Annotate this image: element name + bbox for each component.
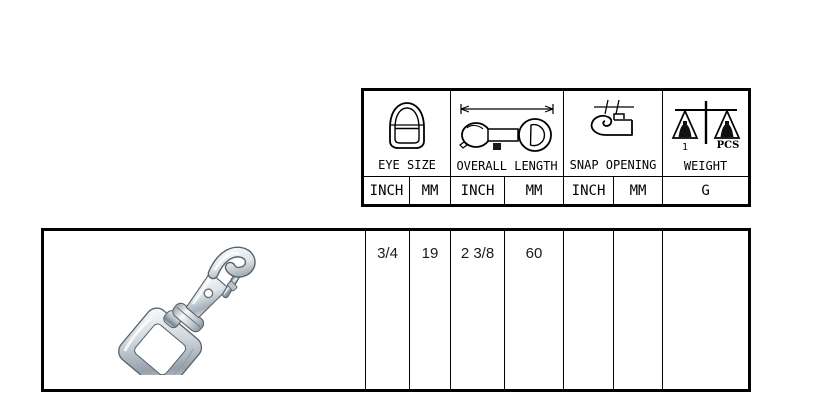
weight-header-cell [663,90,750,177]
unit-weight-g: G [663,177,750,206]
eye-size-icon [383,98,431,157]
overall-length-mm-value: 60 [505,230,564,391]
scale-left-pan-label: 1 [681,142,688,153]
snap-opening-icon [586,98,640,153]
unit-overall-length-mm: MM [505,177,564,206]
unit-eye-size-mm: MM [410,177,451,206]
weight-label: WEIGHT [683,159,728,173]
overall-length-header-cell [451,90,564,177]
weight-scale-icon [668,98,744,159]
unit-snap-opening-mm: MM [614,177,663,206]
eye-size-inch-value: 3/4 [366,230,410,391]
overall-length-label: OVERALL LENGTH [456,159,558,173]
scale-right-pan-label: PCS [716,140,739,151]
spec-header-table [361,88,751,207]
header-unit-row [363,177,750,206]
product-data-table [41,228,751,392]
snap-opening-header-cell [564,90,663,177]
eye-size-header-cell [363,90,451,177]
unit-eye-size-inch: INCH [363,177,410,206]
snap-opening-mm-value [614,230,663,391]
eye-size-label: EYE SIZE [378,158,436,172]
weight-g-value [663,230,750,391]
overall-length-inch-value: 2 3/8 [451,230,505,391]
product-row [43,230,750,391]
eye-size-mm-value: 19 [410,230,451,391]
product-image-cell [43,230,366,391]
overall-length-icon [455,98,559,159]
snap-opening-label: SNAP OPENING [569,158,657,172]
unit-snap-opening-inch: INCH [564,177,614,206]
unit-overall-length-inch: INCH [451,177,505,206]
snap-opening-inch-value [564,230,614,391]
header-icon-row [363,90,750,177]
swivel-snap-hook-photo [44,231,367,375]
